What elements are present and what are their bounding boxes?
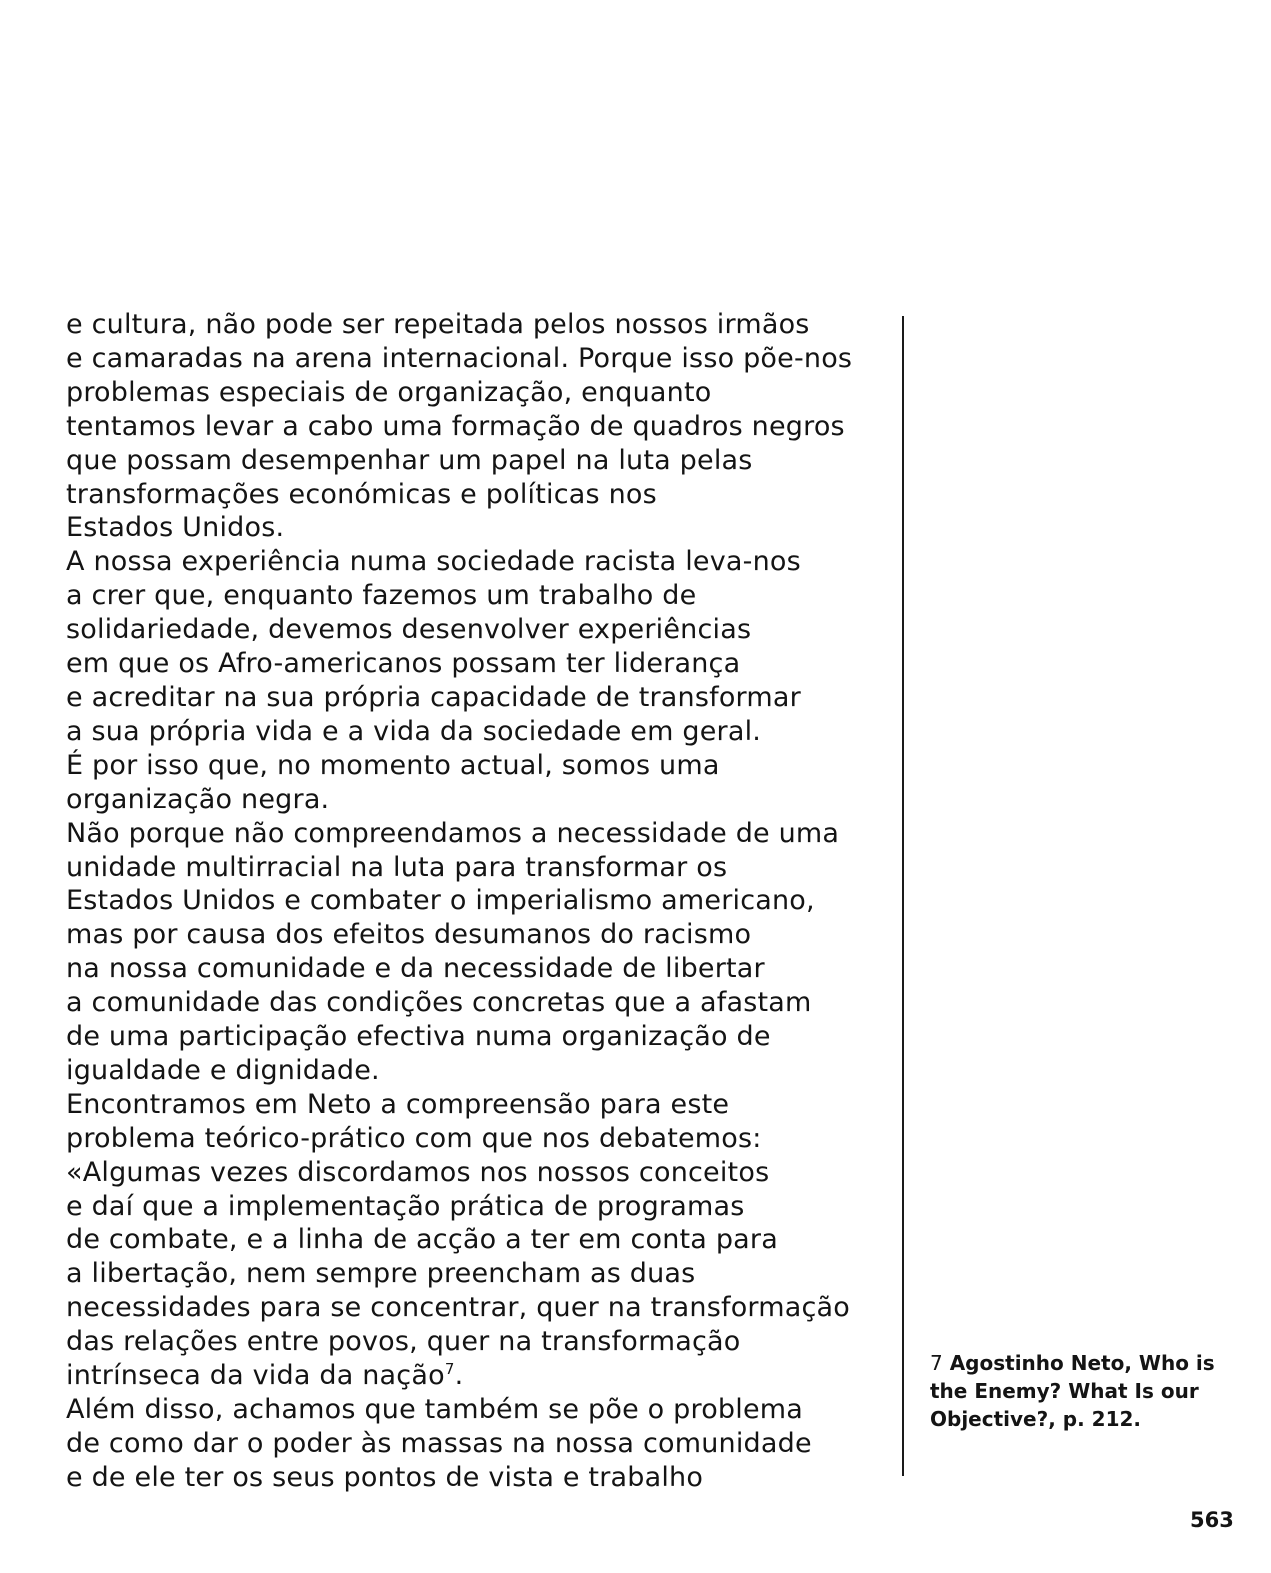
- text-line: das relações entre povos, quer na transformação: [66, 1326, 741, 1358]
- margin-rule: [902, 316, 904, 1476]
- text-line: A nossa experiência numa sociedade racista leva-nos: [66, 546, 801, 578]
- text-line-with-footnote-ref: [66, 1359, 896, 1393]
- text-line: e camaradas na arena internacional. Porque isso põe-nos: [66, 342, 853, 374]
- text-line: e acreditar na sua própria capacidade de transformar: [66, 681, 801, 713]
- text-line: necessidades para se concentrar, quer na transformação: [66, 1292, 851, 1324]
- footnote-marker: 7: [930, 1351, 943, 1375]
- text-line: em que os Afro-americanos possam ter liderança: [66, 648, 741, 680]
- text-line: tentamos levar a cabo uma formação de quadros negros: [66, 410, 845, 442]
- text-line: Estados Unidos.: [66, 512, 285, 544]
- text-line: mas por causa dos efeitos desumanos do racismo: [66, 919, 752, 951]
- text-line: solidariedade, devemos desenvolver experiências: [66, 614, 752, 646]
- text-line: Estados Unidos e combater o imperialismo americano,: [66, 885, 815, 917]
- text-line: a libertação, nem sempre preencham as duas: [66, 1258, 696, 1290]
- text-line: e cultura, não pode ser repeitada pelos nossos irmãos: [66, 309, 810, 340]
- text-line: e daí que a implementação prática de programas: [66, 1190, 745, 1222]
- text-line: É por isso que, no momento actual, somos uma: [66, 749, 720, 781]
- footnote-title: Who is: [1138, 1351, 1215, 1375]
- text-line: de uma participação efectiva numa organização de: [66, 1021, 771, 1053]
- page-number: 563: [1190, 1508, 1234, 1532]
- body-text: [66, 308, 896, 1495]
- text-line: transformações económicas e políticas nos: [66, 478, 657, 510]
- text-line: Não porque não compreendamos a necessidade de uma: [66, 817, 840, 849]
- footnote-line: the Enemy? What Is our: [930, 1379, 1199, 1403]
- text-line: unidade multirracial na luta para transformar os: [66, 851, 728, 883]
- text-line: que possam desempenhar um papel na luta pelas: [66, 444, 753, 476]
- text-fragment: intrínseca da vida da nação: [66, 1360, 445, 1392]
- text-line: a crer que, enquanto fazemos um trabalho de: [66, 580, 697, 612]
- text-line: igualdade e dignidade.: [66, 1054, 380, 1086]
- footnote-page-ref: p. 212.: [1062, 1407, 1142, 1431]
- text-line: na nossa comunidade e da necessidade de libertar: [66, 953, 765, 985]
- text-line: problema teórico-prático com que nos debatemos:: [66, 1122, 762, 1154]
- footnote-line: [930, 1349, 1250, 1377]
- text-line: de como dar o poder às massas na nossa comunidade: [66, 1427, 812, 1459]
- footnote-line: [930, 1405, 1250, 1433]
- text-line: a sua própria vida e a vida da sociedade em geral.: [66, 715, 762, 747]
- footnote-author: Agostinho Neto,: [949, 1351, 1132, 1375]
- text-line: Além disso, achamos que também se põe o problema: [66, 1394, 804, 1425]
- text-line: a comunidade das condições concretas que a afastam: [66, 987, 812, 1019]
- punctuation: .: [454, 1360, 464, 1392]
- text-line: e de ele ter os seus pontos de vista e trabalho: [66, 1461, 704, 1493]
- text-line: organização negra.: [66, 783, 330, 815]
- footnote-title: Objective?,: [930, 1407, 1056, 1431]
- text-line: de combate, e a linha de acção a ter em conta para: [66, 1224, 778, 1256]
- text-line: problemas especiais de organização, enquanto: [66, 376, 712, 408]
- text-line: «Algumas vezes discordamos nos nossos conceitos: [66, 1156, 770, 1188]
- footnote-reference: 7: [444, 1360, 455, 1379]
- text-line: Encontramos em Neto a compreensão para este: [66, 1088, 730, 1120]
- footnote: [930, 1349, 1250, 1433]
